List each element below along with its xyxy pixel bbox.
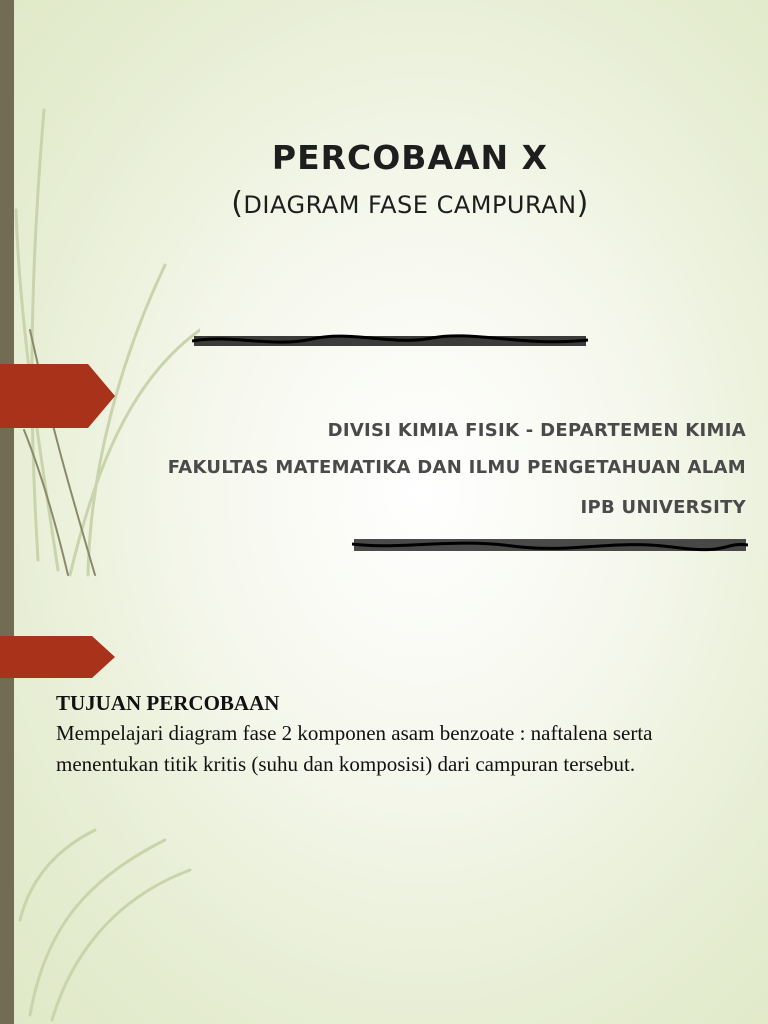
redacted-semester-line [352, 534, 748, 556]
accent-arrow-bottom [0, 636, 115, 678]
redacted-author-line [192, 330, 588, 352]
info-line-faculty: FAKULTAS MATEMATIKA DAN ILMU PENGETAHUAN ALAM [167, 457, 746, 478]
info-line-university: IPB UNIVERSITY [580, 497, 746, 518]
info-line-division: DIVISI KIMIA FISIK - DEPARTEMEN KIMIA [327, 420, 746, 441]
slide-title: PERCOBAAN X [271, 138, 549, 177]
subtitle-open-paren: ( [231, 186, 244, 221]
objective-heading: TUJUAN PERCOBAAN [56, 691, 280, 715]
objective-section [56, 688, 756, 780]
slide-subtitle [0, 186, 768, 221]
objective-body: Mempelajari diagram fase 2 komponen asam benzoate : naftalena serta menentukan titik kritis (suhu dan komposisi) dari campuran tersebut. [56, 721, 653, 776]
subtitle-close-paren: ) [576, 186, 589, 221]
subtitle-text: DIAGRAM FASE CAMPURAN [243, 191, 577, 219]
